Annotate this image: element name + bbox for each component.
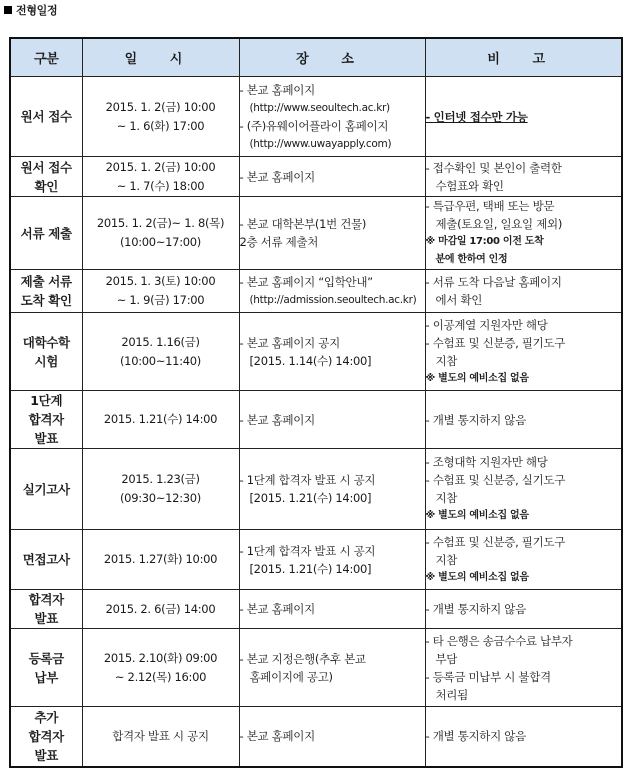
place-cell: - 본교 지정은행(추후 본교 홈페이지에 공고): [239, 629, 425, 707]
category-cell: 1단계 합격자 발표: [10, 391, 82, 449]
place-cell: - 본교 홈페이지 공지 [2015. 1.14(수) 14:00]: [239, 313, 425, 391]
square-bullet-icon: [4, 6, 12, 14]
uwayapply-link[interactable]: (http://www.uwayapply.com): [249, 137, 392, 150]
note-cell: - 개별 통지하지 않음: [425, 590, 622, 629]
place-cell: - 1단계 합격자 발표 시 공지 [2015. 1.21(수) 14:00]: [239, 449, 425, 530]
table-row: [10, 313, 622, 391]
category-cell: 대학수학 시험: [10, 313, 82, 391]
note-cell: - 타 은행은 송금수수료 납부자 부담 - 등록금 미납부 시 불합격 처리됨: [425, 629, 622, 707]
note-cell: - 특급우편, 택배 또는 방문 제출(토요일, 일요일 제외) ※ 마감일 17:00 이전 도착 분에 한하여 인정: [425, 197, 622, 270]
date-cell: 2015. 1.21(수) 14:00: [82, 391, 239, 449]
note-cell: - 접수확인 및 본인이 출력한 수험표와 확인: [425, 157, 622, 197]
admission-link[interactable]: (http://admission.seoultech.ac.kr): [249, 294, 417, 306]
note-cell: - 서류 도착 다음날 홈페이지 에서 확인: [425, 270, 622, 313]
section-title-text: 전형일정: [16, 4, 58, 17]
place-cell: - 본교 홈페이지: [239, 707, 425, 767]
header-date: 일 시: [82, 38, 239, 77]
header-place: 장 소: [239, 38, 425, 77]
note-cell: - 조형대학 지원자만 해당 - 수험표 및 신분증, 실기도구 지참 ※ 별도의 예비소집 없음: [425, 449, 622, 530]
table-row: [10, 629, 622, 707]
table-row: [10, 590, 622, 629]
section-title: [4, 2, 57, 18]
date-cell: 합격자 발표 시 공지: [82, 707, 239, 767]
category-cell: 제출 서류 도착 확인: [10, 270, 82, 313]
place-cell: - 본교 홈페이지: [239, 391, 425, 449]
note-cell: - 이공계열 지원자만 해당 - 수험표 및 신분증, 필기도구 지참 ※ 별도의 예비소집 없음: [425, 313, 622, 391]
category-cell: 면접고사: [10, 530, 82, 590]
place-cell: - 본교 홈페이지: [239, 157, 425, 197]
table-row: [10, 449, 622, 530]
date-cell: 2015. 1.16(금) (10:00~11:40): [82, 313, 239, 391]
date-cell: 2015. 1. 3(토) 10:00 ~ 1. 9(금) 17:00: [82, 270, 239, 313]
note-cell: - 인터넷 접수만 가능: [425, 77, 622, 157]
header-note: 비 고: [425, 38, 622, 77]
note-cell: - 개별 통지하지 않음: [425, 391, 622, 449]
place-cell: - 본교 홈페이지 “입학안내” (http://admission.seoultech.ac.kr): [239, 270, 425, 313]
seoultech-link[interactable]: (http://www.seoultech.ac.kr): [249, 101, 390, 114]
header-category: 구분: [10, 38, 82, 77]
date-cell: 2015. 1. 2(금) 10:00 ~ 1. 6(화) 17:00: [82, 77, 239, 157]
table-row: [10, 77, 622, 157]
table-row: [10, 530, 622, 590]
category-cell: 추가 합격자 발표: [10, 707, 82, 767]
date-cell: 2015. 2.10(화) 09:00 ~ 2.12(목) 16:00: [82, 629, 239, 707]
table-row: [10, 270, 622, 313]
date-cell: 2015. 1.27(화) 10:00: [82, 530, 239, 590]
date-cell: 2015. 1. 2(금)~ 1. 8(목) (10:00~17:00): [82, 197, 239, 270]
place-cell: - 1단계 합격자 발표 시 공지 [2015. 1.21(수) 14:00]: [239, 530, 425, 590]
schedule-table: [9, 37, 623, 768]
category-cell: 등록금 납부: [10, 629, 82, 707]
place-cell: - 본교 홈페이지 (http://www.seoultech.ac.kr) - (주)유웨이어플라이 홈페이지 (http://www.uwayapply.com): [239, 77, 425, 157]
table-row: [10, 157, 622, 197]
category-cell: 실기고사: [10, 449, 82, 530]
table-row: [10, 707, 622, 767]
note-cell: - 수험표 및 신분증, 필기도구 지참 ※ 별도의 예비소집 없음: [425, 530, 622, 590]
category-cell: 원서 접수 확인: [10, 157, 82, 197]
date-cell: 2015. 1.23(금) (09:30~12:30): [82, 449, 239, 530]
table-row: [10, 197, 622, 270]
category-cell: 합격자 발표: [10, 590, 82, 629]
table-row: [10, 391, 622, 449]
category-cell: 서류 제출: [10, 197, 82, 270]
place-cell: - 본교 홈페이지: [239, 590, 425, 629]
note-cell: - 개별 통지하지 않음: [425, 707, 622, 767]
header-row: [10, 38, 622, 77]
date-cell: 2015. 1. 2(금) 10:00 ~ 1. 7(수) 18:00: [82, 157, 239, 197]
place-cell: - 본교 대학본부(1번 건물) 2층 서류 제출처: [239, 197, 425, 270]
date-cell: 2015. 2. 6(금) 14:00: [82, 590, 239, 629]
category-cell: 원서 접수: [10, 77, 82, 157]
